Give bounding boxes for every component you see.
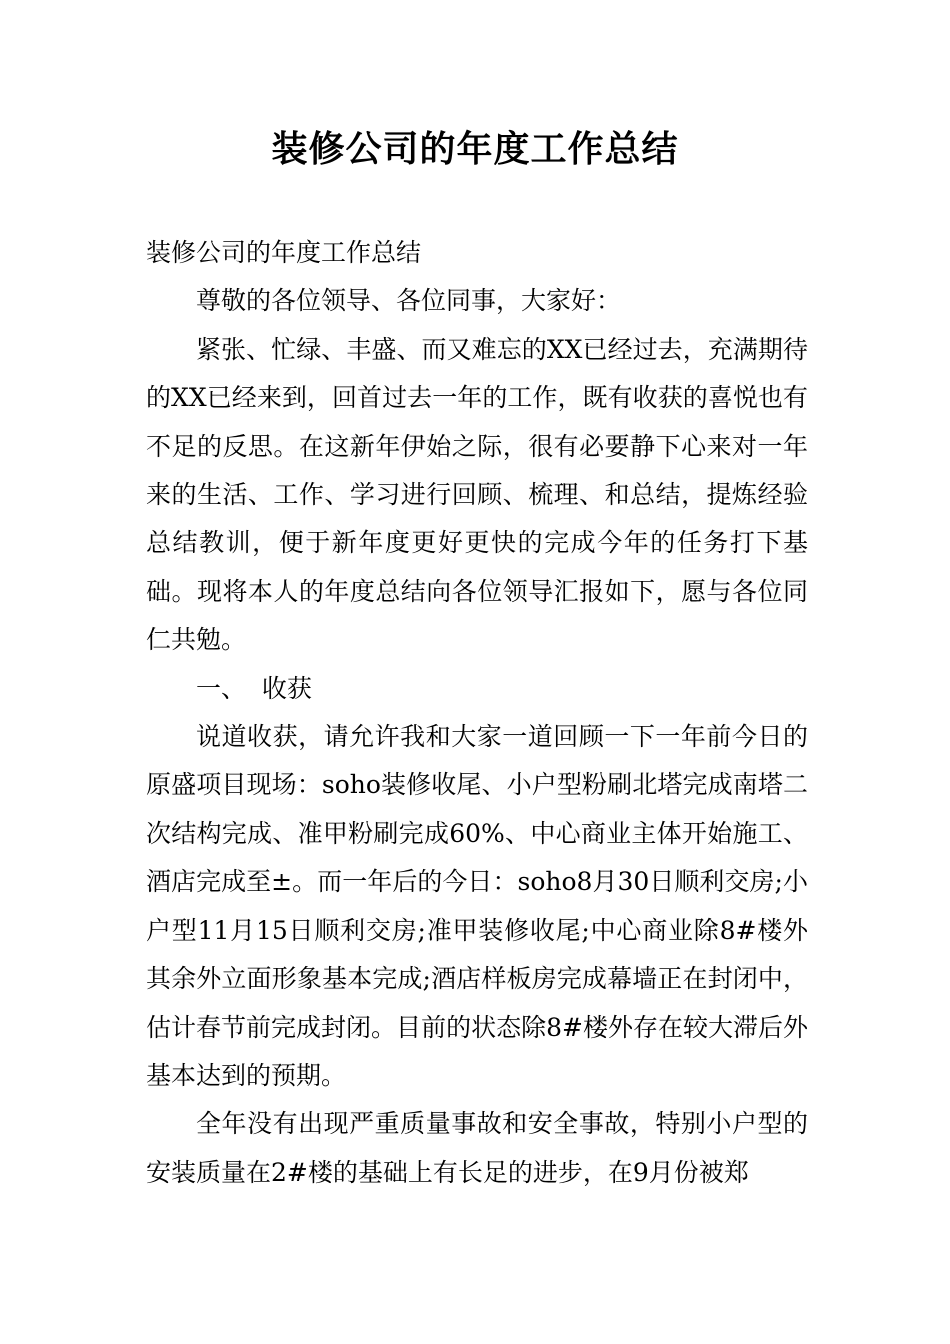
- intro-paragraph: 紧张、忙绿、丰盛、而又难忘的XX已经过去，充满期待的XX已经来到，回首过去一年的工作，既有收获的喜悦也有不足的反思。在这新年伊始之际，很有必要静下心来对一年来的生活、工作、学习进行回顾、梳理、和总结，提炼经验总结教训，便于新年度更好更快的完成今年的任务打下基础。现将本人的年度总结向各位领导汇报如下，愿与各位同仁共勉。: [146, 334, 808, 655]
- greeting-paragraph: 尊敬的各位领导、各位同事，大家好：: [196, 286, 622, 316]
- harvest-paragraph: 说道收获，请允许我和大家一道回顾一下一年前今日的原盛项目现场：soho装修收尾、小户型粉刷北塔完成南塔二次结构完成、准甲粉刷完成60%、中心商业主体开始施工、酒店完成至±。而一年后的今日：soho8月30日顺利交房;小户型11月15日顺利交房;准甲装修收尾;中心商业除8#楼外其余外立面形象基本完成;酒店样板房完成幕墙正在封闭中，估计春节前完成封闭。目前的状态除8#楼外存在较大滞后外基本达到的预期。: [146, 722, 808, 1090]
- document-subtitle: 装修公司的年度工作总结: [146, 238, 422, 267]
- quality-paragraph: 全年没有出现严重质量事故和安全事故，特别小户型的安装质量在2#楼的基础上有长足的进步，在9月份被郑: [146, 1109, 808, 1187]
- section-heading-harvest: 一、 收获: [196, 673, 312, 703]
- document-title: 装修公司的年度工作总结: [271, 129, 679, 170]
- document-body: [146, 229, 808, 1197]
